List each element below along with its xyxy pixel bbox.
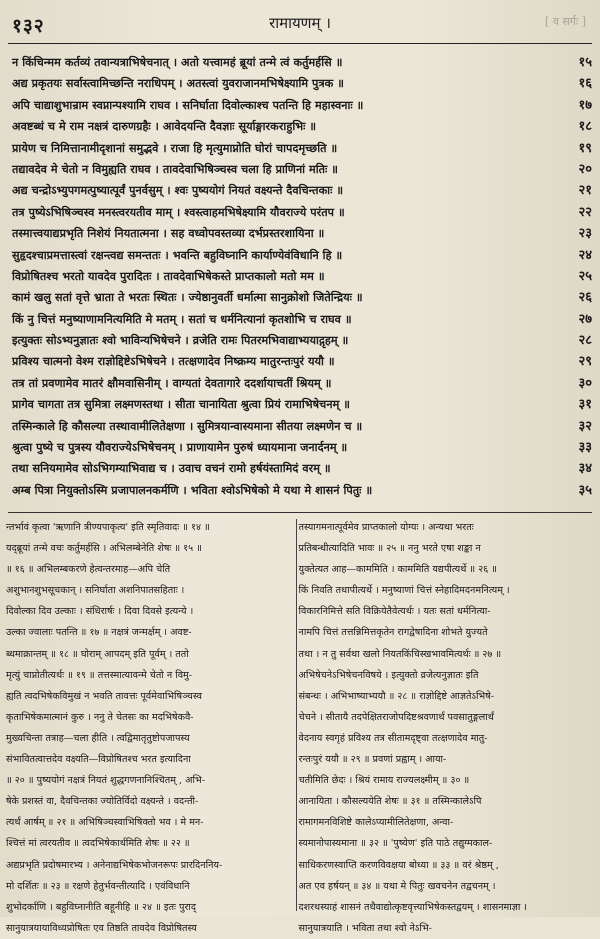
verse-line [12, 287, 592, 308]
commentary-line: युक्तेत्यत आह—काममिति । काममिति यद्यपीत्यर्थे ॥ २६ ॥ [298, 564, 497, 576]
commentary-line: ॥ १६ ॥ अभिलम्बकरणे हेत्वन्तरमाह—अपि चेति [6, 564, 171, 576]
verse-text: तत्र पुष्येऽभिषिञ्चस्व मनस्त्वरयतीव माम् । श्वस्त्वाहमभिषेक्ष्यामि यौवराज्ये परंतप ॥ [12, 204, 345, 219]
commentary-line: मो दर्शितः ॥ २३ ॥ रक्षणे हेतुर्भवन्तीत्यादि । एवंविधानि [6, 880, 190, 892]
verse-text: अपि चाद्याशुभान्राम स्वप्नान्पश्यामि राघव । सनिर्घाता दिवोल्काश्च पतन्ति हि महास्वनाः ॥ [12, 97, 364, 112]
verse-text: तथा सनियमामेव सोऽभिगम्याभिवाद्य च । उवाच वचनं रामो हर्षयंस्तामिदं वरम् ॥ [12, 461, 331, 476]
commentary-line: दशरथस्याहं शासनं तथैवाद्योत्कृष्टवृत्त्याभिषेकस्तद्वयम् । शासनमाज्ञा । [298, 901, 528, 913]
commentary-line: रामागमनविशिष्टे कालेऽप्यामीलितेक्षणा, अन्वा- [298, 817, 454, 829]
verse-text: इत्युक्तः सोऽभ्यनुज्ञातः श्वो भाविन्यभिषेचने । व्रजेति रामः पितरमभिवाद्याभ्ययाद्गृहम् ॥ [12, 333, 349, 348]
commentary-line: यद्ब्रूयां तन्मे वचः कर्तुमर्हसि । अभिलम्बेनेति शेषः ॥ १५ ॥ [6, 543, 202, 555]
commentary-line: न्तर्भावं कृत्वा 'ऋणानि त्रीण्यपाकृत्य' इति स्मृतिवादः ॥ १४ ॥ [6, 522, 210, 533]
verse-number: १६ [578, 76, 592, 92]
commentary-block [6, 517, 594, 934]
verse-number: १९ [578, 140, 592, 156]
commentary-line: आनायिता । कौसल्ययेति शेषः ॥ ३१ ॥ तस्मिन्कालेऽपि [298, 796, 482, 808]
verse-line [12, 180, 592, 201]
verse-line [12, 138, 592, 159]
commentary-line: ब्धमाक्रान्तम् ॥ १८ ॥ घोराम् आपदम् इति पूर्वम् । ततो [6, 648, 189, 660]
commentary-line: साधिकरणस्वाप्ति करणविवक्षया बोध्या ॥ ३३ ॥ वरं श्रेष्ठम् , [298, 859, 499, 871]
verse-line [12, 309, 592, 330]
verse-line [12, 480, 592, 501]
commentary-line: षेके प्रशस्तं वा, दैवचिन्तका ज्योतिर्विदो वक्ष्यन्ते । वदन्ती- [6, 796, 199, 808]
verse-number: ३४ [578, 461, 592, 477]
verse-text: तत्र तां प्रवणामेव मातरं क्षौमवासिनीम् । वाग्यतां देवतागारे ददर्शायाचतीं श्रियम् ॥ [12, 375, 332, 390]
commentary-line: किं निवति तथापीत्यर्थे । मनुष्याणां चित्तं स्नेहादिमदनमनित्यम् । [298, 585, 510, 597]
verse-line [12, 245, 592, 266]
commentary-line: अभिषेचनेऽभिषेचनविषये । इत्युक्तो व्रजेत्यनुज्ञातः इति [298, 669, 479, 681]
commentary-line: अत एव हर्षयन् ॥ ३४ ॥ यथा मे पितुः खवचनेन तद्वचनम् । [298, 880, 496, 892]
verse-number: ३३ [578, 440, 592, 456]
commentary-line: दिवोल्का दिव उल्काः । संधिरार्षः । दिवा दिवसे इत्यन्ये । [6, 606, 194, 618]
verse-number: २२ [578, 204, 592, 220]
verse-line [12, 95, 592, 116]
verse-number: २० [578, 161, 592, 177]
verse-number: २४ [578, 247, 592, 263]
verse-text: तस्मिन्काले हि कौसल्या तस्थावामीलितेक्षणा । सुमित्रयान्वास्यमाना सीतया लक्ष्मणेन च ॥ [12, 418, 363, 433]
commentary-line: मृत्युं चाप्नोतीत्यर्थः ॥ १९ ॥ तत्तस्मात्यावन्मे चेतो न विमु- [6, 669, 193, 681]
page-number: १३२ [12, 15, 45, 37]
verse-number: २३ [578, 226, 592, 242]
verse-line [12, 394, 592, 415]
verse-text: तस्मात्त्वयाद्यप्रभृति निशेयं नियतात्मना । सह वध्वोपवस्तव्या दर्भप्रस्तरशायिना ॥ [12, 226, 325, 241]
verse-text: प्रागेव चागता तत्र सुमित्रा लक्ष्मणस्तथा । सीता चानायिता श्रुत्वा प्रियं रामाभिषेचनम् ॥ [12, 397, 351, 412]
verse-text: तद्यावदेव मे चेतो न विमुह्यति राघव । तावदेवाभिषिञ्चस्व चला हि प्राणिनां मतिः ॥ [12, 161, 339, 176]
verse-number: २८ [578, 333, 592, 349]
header-rule [8, 43, 592, 44]
commentary-line: श्चित्तं मां त्वरयतीव ॥ त्वदभिषेकार्थमिति शेषः ॥ २२ ॥ [6, 838, 190, 850]
verse-number: २९ [578, 354, 592, 370]
commentary-line: कृताभिषेकमात्मानं कुरु । ननु ते चेतसः का मदभिषेकवै- [6, 711, 194, 723]
verse-line [12, 373, 592, 394]
verse-number: २१ [578, 183, 592, 199]
verse-text: अवष्टब्धं च मे राम नक्षत्रं दारुणग्रहैः । आवेदयन्ति दैवज्ञाः सूर्याङ्गारकराहुभिः ॥ [12, 119, 317, 134]
commentary-line: चेचने । सीतायै तदपेक्षितराजोपदिष्टश्रवणार्थं पवसातुङ्गलार्थं [298, 711, 494, 723]
running-header [8, 6, 592, 42]
column-divider [296, 519, 297, 911]
verse-line [12, 159, 592, 180]
verse-text: अम्ब पित्रा नियुक्तोऽस्मि प्रजापालनकर्मणि । भविता श्वोऽभिषेको मे यथा मे शासनं पितुः ॥ [12, 482, 373, 497]
verse-number: ३० [578, 375, 592, 391]
commentary-line: शुभोदर्काणि । बहुविघ्नानीति बहूनीहि ॥ २४ ॥ इतः पुराद् [6, 901, 196, 913]
verse-line [12, 416, 592, 437]
verse-line [12, 73, 592, 94]
commentary-line: वेदनाय स्वगृहं प्रविश्य तत्र सीतामदृष्ट्वा तत्क्षणादेव मातु- [298, 732, 488, 744]
commentary-line: अशुभानशुभसूचकान् । सनिर्घाता अशनिपातसहिताः । [6, 585, 185, 597]
commentary-line: प्रतिबन्धीत्यादिति भावः ॥ २५ ॥ ननु भरते एषा शङ्का न [298, 543, 481, 555]
verse-text: श्रुत्वा पुष्ये च पुत्रस्य यौवराज्येऽभिषेचनम् । प्राणायामेन पुरुषं ध्यायमाना जनार्दनम् ॥ [12, 440, 348, 455]
verse-number: २७ [578, 311, 592, 327]
commentary-column-left [6, 517, 294, 934]
commentary-line: सानुयात्रयायाविध्यप्रोषितः एव तिष्ठति तावदेव विप्रोषितस्य [6, 922, 197, 934]
verse-number: १५ [578, 55, 592, 70]
verse-text: अद्य चन्द्रोऽभ्युपगमत्पुष्यात्पूर्वं पुनर्वसुम् । श्वः पुष्ययोगं नियतं वक्ष्यन्ते दैवचिन्तकाः ॥ [12, 183, 344, 198]
commentary-line: तथा । न तु सर्वथा खलो नियतकिंचिस्खभावमित्यर्थः ॥ २७ ॥ [298, 648, 502, 660]
verse-line [12, 52, 592, 73]
verse-number: १८ [578, 119, 592, 135]
verse-number: २५ [578, 268, 592, 284]
verse-text: सुहृदश्चाप्रमत्तास्त्वां रक्षन्त्वद्य समन्ततः । भवन्ति बहुविघ्नानि कार्याण्येवंविधानि हि ॥ [12, 247, 343, 262]
verse-text: अद्य प्रकृतयः सर्वास्त्वामिच्छन्ति नराधिपम् । अतस्त्वां युवराजानमभिषेक्ष्यामि पुत्रक ॥ [12, 76, 345, 91]
verse-number: ३२ [578, 418, 592, 434]
verse-number: २६ [578, 290, 592, 306]
verse-line [12, 330, 592, 351]
commentary-line: सानुयात्रयाति । भविता तथा श्वो नेऽभि- [298, 922, 432, 934]
verse-commentary-separator [8, 512, 592, 513]
verse-number: ३१ [578, 397, 592, 413]
commentary-line: संबन्धः । अभिभाष्याभ्ययौ ॥ २८ ॥ राज्ञोद्दिष्टे आज्ञतेऽभिषे- [298, 690, 494, 702]
verse-line [12, 266, 592, 287]
verse-block [12, 52, 592, 501]
verse-number: ३५ [578, 482, 592, 498]
verse-text: प्रायेण च निमित्तानामीदृशानां समुद्भवे । राजा हि मृत्युमाप्नोति घोरां चापदमृच्छति ॥ [12, 140, 338, 155]
verse-text: न किंचिन्मम कर्तव्यं तवान्यत्राभिषेचनात् । अतो यत्त्वामहं ब्रूयां तन्मे त्वं कर्तुमर्हसि ॥ [12, 55, 343, 69]
commentary-line: स्यमानोपास्यमाना ॥ ३२ ॥ 'पुष्येण' इति पाठे तद्युग्मकाल- [298, 838, 493, 850]
verse-text: प्रविश्य चात्मनो वेश्म राज्ञोद्दिष्टेऽभिषेचने । तत्क्षणादेव निष्क्रम्य मातुरन्तःपुरं ययौ ॥ [12, 354, 335, 369]
bleed-through-text: [ व सर्गः ] [544, 15, 586, 28]
commentary-line: चतीमिति छेदः । श्रियं रामाय राज्यलक्ष्मीम् ॥ ३० ॥ [298, 775, 470, 787]
commentary-line: त्यर्थं आर्षम् ॥ २१ ॥ अभिषिञ्चस्वाभिषिक्तो भव । मे मन- [6, 817, 204, 829]
commentary-line: ह्यति त्वदभिषेकविमुखं न भवति तावत्तः पूर्वमेवाभिषिञ्चस्व [6, 690, 202, 702]
verse-number: १७ [578, 97, 592, 113]
verse-line [12, 202, 592, 223]
verse-text: विप्रोषितश्च भरतो यावदेव पुरादितः । तावदेवाभिषेकस्ते प्राप्तकालो मतो मम ॥ [12, 268, 325, 283]
verse-text: कामं खलु सतां वृत्ते भ्राता ते भरतः स्थितः । ज्येष्ठानुवर्ती धर्मात्मा सानुक्रोशो जितेन्द्रियः ॥ [12, 290, 363, 305]
commentary-column-right [298, 517, 594, 934]
verse-line [12, 223, 592, 244]
verse-line [12, 116, 592, 137]
commentary-line: अद्यप्रभृति प्रदोषमारभ्य । अनेनाद्यभिषेकभोजनरूपः प्रारदिननिय- [6, 859, 223, 871]
commentary-line: तस्यागमनात्पूर्वमेव प्राप्तकालो योग्यः । अन्यथा भरतः [298, 522, 474, 533]
commentary-line: संभावितत्वात्तदेव वक्ष्यति—विप्रोषितश्च भरत इत्यादिना [6, 754, 191, 766]
commentary-line: ॥ २० ॥ पुष्ययोगं नक्षत्रं नियतं शुद्धगणनानिश्चितम् , अभि- [6, 775, 205, 787]
commentary-line: रन्तःपुरं ययौ ॥ २९ ॥ प्रवणां प्रह्वाम् । आया- [298, 754, 447, 766]
verse-line [12, 351, 592, 372]
verse-line [12, 437, 592, 458]
commentary-line: उल्का ज्वालाः पतन्ति ॥ १७ ॥ नक्षत्रं जन्मर्क्षम् । अवष्ट- [6, 627, 192, 639]
verse-line [12, 458, 592, 479]
running-title: रामायणम् । [269, 14, 331, 32]
commentary-line: नामपि चित्तं तत्तन्निमित्तकृतेन रागद्वेषादिना शोभते युज्यते [298, 627, 488, 639]
verse-text: किं नु चित्तं मनुष्याणामनित्यमिति मे मतम् । सतां च धर्मनित्यानां कृतशोभि च राघव ॥ [12, 311, 352, 326]
commentary-line: मुख्यचिन्ता तत्राह—चला हीति । त्वद्विमातृतुष्टोपजापस्य [6, 732, 190, 744]
commentary-line: विकारनिमित्ते सति विक्रियेतैवेत्यर्थः । यतः सतां धर्मनित्या- [298, 606, 491, 618]
